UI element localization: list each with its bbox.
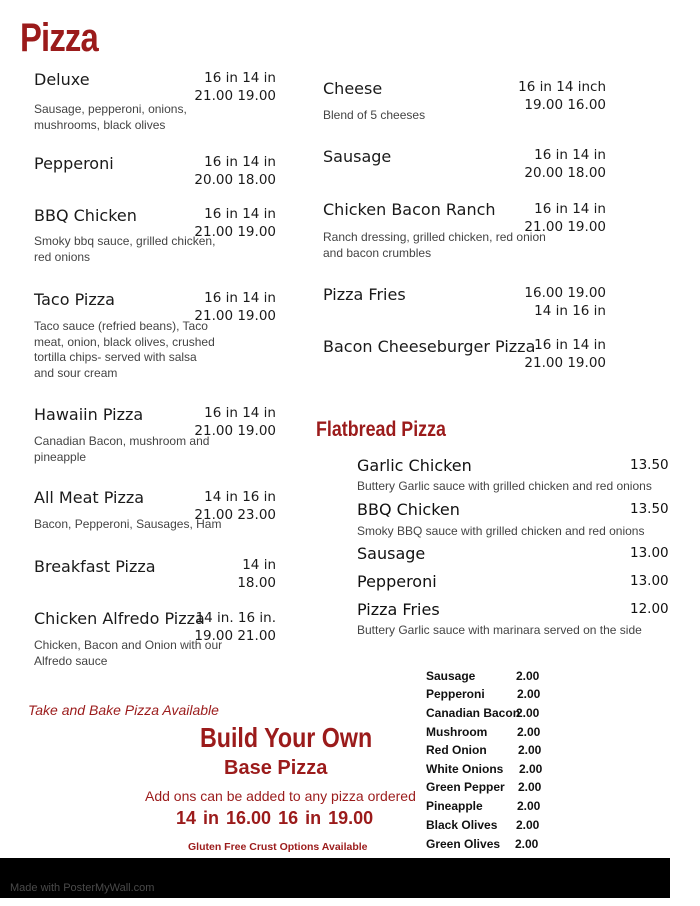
addon-price: 2.00 [518, 780, 542, 794]
menu-item-breakfast-pizza [34, 557, 156, 576]
addon-price: 2.00 [518, 743, 542, 757]
menu-item-pizza-fries [323, 285, 406, 304]
item-name: Sausage [323, 147, 392, 166]
item-prices: 14 in. 16 in. 19.00 21.00 [194, 610, 276, 644]
addon-price: 2.00 [517, 799, 541, 813]
addon-name: Sausage [426, 669, 476, 683]
addon-price: 2.00 [516, 669, 540, 683]
item-name: All Meat Pizza [34, 488, 145, 507]
item-prices: 14 in 16 in 21.00 23.00 [194, 489, 276, 523]
menu-item-chicken-bacon-ranch [323, 200, 546, 261]
addon-name: Green Pepper [426, 780, 505, 794]
base-pizza-prices: 14 in 16.00 16 in 19.00 [176, 808, 374, 828]
item-prices: 16 in 14 in 21.00 19.00 [524, 201, 606, 235]
item-name: Pizza Fries [323, 285, 406, 304]
addon-name: White Onions [426, 762, 504, 776]
flatbread-item-description: Smoky BBQ sauce with grilled chicken and red onions [357, 524, 645, 538]
item-prices: 16 in 14 in 20.00 18.00 [524, 147, 606, 181]
addon-name: Red Onion [426, 743, 487, 757]
menu-item-taco-pizza [34, 290, 215, 381]
item-prices: 16 in 14 in 21.00 19.00 [194, 70, 276, 104]
flatbread-item-name: Garlic Chicken [357, 456, 472, 475]
item-name: Chicken Bacon Ranch [323, 200, 496, 219]
item-name: Cheese [323, 79, 383, 98]
addon-name: Mushroom [426, 725, 488, 739]
item-prices: 16 in 14 in 21.00 19.00 [194, 405, 276, 439]
addons-note: Add ons can be added to any pizza ordered [145, 788, 416, 804]
addon-name: Pepperoni [426, 687, 485, 701]
addon-price: 2.00 [517, 687, 541, 701]
menu-item-cheese [323, 79, 425, 124]
item-prices: 16 in 14 in 21.00 19.00 [524, 337, 606, 371]
page-title: Pizza [20, 16, 98, 60]
item-description: Chicken, Bacon and Onion with our Alfredo sauce [34, 638, 223, 668]
item-name: Hawaiin Pizza [34, 405, 144, 424]
menu-item-bbq-chicken [34, 206, 215, 265]
item-description: Sausage, pepperoni, onions, mushrooms, black olives [34, 102, 187, 132]
item-description: Blend of 5 cheeses [323, 108, 426, 122]
item-prices: 16 in 14 inch 19.00 16.00 [518, 79, 606, 113]
menu-item-hawaiin-pizza [34, 405, 209, 465]
build-your-own-heading: Build Your Own [200, 722, 373, 753]
addon-name: Green Olives [426, 837, 501, 851]
item-name: Breakfast Pizza [34, 557, 156, 576]
menu-item-sausage [323, 147, 391, 166]
flatbread-item-name: Sausage [357, 544, 426, 563]
item-name: BBQ Chicken [34, 206, 137, 225]
menu-item-pepperoni [34, 154, 114, 173]
addon-name: Black Olives [426, 818, 498, 832]
item-description: Smoky bbq sauce, grilled chicken, red onions [34, 234, 216, 264]
footer-bar [0, 858, 670, 898]
flatbread-item-name: Pizza Fries [357, 600, 440, 619]
item-prices: 16 in 14 in 21.00 19.00 [194, 290, 276, 324]
item-description: Bacon, Pepperoni, Sausages, Ham [34, 517, 222, 531]
addon-name: Pineapple [426, 799, 483, 813]
flatbread-item-price: 13.00 [630, 573, 669, 589]
addon-price: 2.00 [519, 762, 543, 776]
menu-item-all-meat-pizza [34, 488, 221, 533]
gluten-free-note: Gluten Free Crust Options Available [188, 841, 368, 853]
item-name: Deluxe [34, 70, 90, 89]
flatbread-item-price: 13.50 [630, 457, 669, 473]
item-prices: 16.00 19.00 14 in 16 in [524, 285, 606, 319]
addon-price: 2.00 [517, 725, 541, 739]
flatbread-heading: Flatbread Pizza [316, 418, 446, 441]
item-name: Pepperoni [34, 154, 114, 173]
take-and-bake-note: Take and Bake Pizza Available [28, 702, 219, 718]
flatbread-item-price: 13.50 [630, 501, 669, 517]
item-name: Chicken Alfredo Pizza [34, 609, 205, 628]
item-prices: 16 in 14 in 20.00 18.00 [194, 154, 276, 188]
item-description: Ranch dressing, grilled chicken, red onion and bacon crumbles [323, 230, 546, 260]
flatbread-item-price: 12.00 [630, 601, 669, 617]
flatbread-item-name: BBQ Chicken [357, 500, 460, 519]
addon-name: Canadian Bacon [426, 706, 521, 720]
item-prices: 16 in 14 in 21.00 19.00 [194, 206, 276, 240]
item-description: Canadian Bacon, mushroom and pineapple [34, 434, 210, 464]
base-pizza-subheading: Base Pizza [224, 757, 328, 779]
addon-price: 2.00 [515, 837, 539, 851]
item-name: Taco Pizza [34, 290, 115, 309]
item-description: Taco sauce (refried beans), Taco meat, onion, black olives, crushed tortilla chips- served with salsa and sour cream [34, 319, 215, 380]
item-prices: 14 in 18.00 [237, 557, 276, 591]
flatbread-item-description: Buttery Garlic sauce with marinara served on the side [357, 623, 642, 637]
item-name: Bacon Cheeseburger Pizza [323, 337, 536, 356]
flatbread-item-description: Buttery Garlic sauce with grilled chicken and red onions [357, 479, 652, 493]
addon-price: 2.00 [516, 818, 540, 832]
watermark-text: Made with PosterMyWall.com [10, 882, 155, 894]
flatbread-item-name: Pepperoni [357, 572, 437, 591]
flatbread-item-price: 13.00 [630, 545, 669, 561]
menu-item-bacon-cheeseburger-pizza [323, 337, 535, 356]
addon-price: 2.00 [516, 706, 540, 720]
